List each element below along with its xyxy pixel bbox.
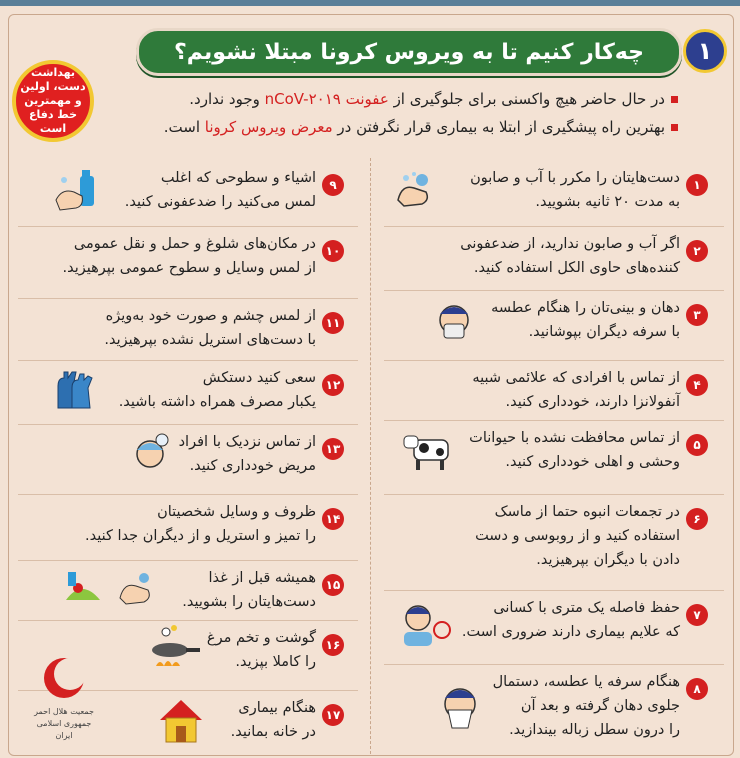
tip-line: اگر آب و صابون ندارید، از ضدعفونی	[460, 236, 680, 252]
tip-item-4	[430, 366, 680, 414]
sick-person-icon	[130, 432, 172, 480]
hand-wash-icon	[392, 170, 436, 214]
tip-line: را تمیز و استریل و از دیگران جدا کنید.	[85, 528, 316, 544]
tip-item-14	[16, 500, 316, 548]
tip-line: دست‌هایتان را بشویید.	[182, 594, 316, 610]
tip-line: اشیاء و سطوحی که اغلب	[160, 170, 316, 186]
tip-line: آنفولانزا دارند، خودداری کنید.	[505, 394, 680, 410]
row-separator	[384, 226, 724, 227]
tissue-face-icon	[436, 684, 484, 738]
tip-line: کننده‌های حاوی الکل استفاده کنید.	[473, 260, 680, 276]
row-separator	[384, 664, 724, 665]
bullet-square-icon	[671, 124, 678, 131]
red-crescent-logo	[34, 652, 94, 748]
row-separator	[18, 226, 358, 227]
tip-line: استفاده کنید و از روبوسی و دست	[475, 528, 680, 544]
tip-line: سعی کنید دستکش	[202, 370, 316, 386]
intro-highlight: عفونت nCoV-۲۰۱۹	[264, 90, 389, 108]
tip-line: از تماس محافظت نشده با حیوانات	[469, 430, 680, 446]
tip-line: لمس می‌کنید را ضدعفونی کنید.	[124, 194, 316, 210]
hand-hygiene-badge	[12, 60, 94, 142]
tip-item-7	[430, 596, 680, 644]
tip-line: یکبار مصرف همراه داشته باشید.	[118, 394, 316, 410]
tip-line: دست‌هایتان را مکرر با آب و صابون	[470, 170, 680, 186]
top-bar	[0, 0, 740, 6]
tip-line: دهان و بینی‌تان را هنگام عطسه	[491, 300, 680, 316]
item-number-badge: ۱۴	[322, 508, 344, 530]
tip-line: همیشه قبل از غذا	[208, 570, 316, 586]
tip-line: به مدت ۲۰ ثانیه بشویید.	[535, 194, 680, 210]
item-number-badge: ۱۶	[322, 634, 344, 656]
item-number-badge: ۳	[686, 304, 708, 326]
item-number-badge: ۹	[322, 174, 344, 196]
row-separator	[384, 360, 724, 361]
intro-text: است.	[163, 118, 205, 136]
row-separator	[18, 360, 358, 361]
tip-item-5	[430, 426, 680, 474]
tip-item-1	[430, 166, 680, 214]
section-number: ۱	[683, 29, 727, 73]
item-number-badge: ۶	[686, 508, 708, 530]
intro-line-2	[118, 118, 678, 136]
item-number-badge: ۷	[686, 604, 708, 626]
tip-line: حفظ فاصله یک متری با کسانی	[493, 600, 680, 616]
item-number-badge: ۱۰	[322, 240, 344, 262]
row-separator	[18, 560, 358, 561]
tip-line: وحشی و اهلی خودداری کنید.	[505, 454, 680, 470]
item-number-badge: ۱۲	[322, 374, 344, 396]
item-number-badge: ۲	[686, 240, 708, 262]
tip-line: گوشت و تخم مرغ	[206, 630, 316, 646]
tip-line: در خانه بمانید.	[230, 724, 316, 740]
item-number-badge: ۱۳	[322, 438, 344, 460]
intro-text: در حال حاضر هیچ واکسنی برای جلوگیری از	[388, 90, 665, 108]
distance-person-icon	[398, 600, 452, 652]
row-separator	[384, 290, 724, 291]
tip-item-2	[430, 232, 680, 280]
tip-line: در مکان‌های شلوغ و حمل و نقل عمومی	[73, 236, 316, 252]
intro-line-1	[118, 90, 678, 108]
tip-line: در تجمعات انبوه حتما از ماسک	[494, 504, 680, 520]
tip-line: را درون سطل زباله بیندازید.	[509, 722, 680, 738]
tip-line: با سرفه دیگران بپوشانید.	[528, 324, 680, 340]
intro-highlight: معرض ویروس کرونا	[204, 118, 333, 136]
row-separator	[384, 590, 724, 591]
tip-line: دادن با دیگران بپرهیزید.	[536, 552, 680, 568]
tip-item-10	[16, 232, 316, 280]
cow-icon	[400, 428, 456, 476]
item-number-badge: ۱۵	[322, 574, 344, 596]
badge-text: بهداشت دست، اولین و مهمترین خط دفاع است	[20, 66, 86, 135]
item-number-badge: ۱	[686, 174, 708, 196]
tip-line: از لمس وسایل و سطوح عمومی بپرهیزید.	[62, 260, 316, 276]
intro-text: بهترین راه پیشگیری از ابتلا به بیماری قرار نگرفتن در	[332, 118, 665, 136]
tip-item-15	[16, 566, 316, 614]
item-number-badge: ۴	[686, 374, 708, 396]
cooking-pan-icon	[138, 622, 202, 686]
tip-line: با دست‌های استریل نشده بپرهیزید.	[104, 332, 316, 348]
row-separator	[384, 420, 724, 421]
row-separator	[18, 298, 358, 299]
tip-item-11	[16, 304, 316, 352]
item-number-badge: ۵	[686, 434, 708, 456]
item-number-badge: ۸	[686, 678, 708, 700]
row-separator	[384, 494, 724, 495]
tip-line: که علایم بیماری دارند ضروری است.	[461, 624, 680, 640]
house-icon	[156, 696, 206, 748]
item-number-badge: ۱۷	[322, 704, 344, 726]
intro-text: وجود ندارد.	[189, 90, 265, 108]
row-separator	[18, 620, 358, 621]
logo-text-1: جمعیت هلال احمر	[34, 707, 94, 716]
food-handwash-icon	[62, 568, 162, 616]
page-title: چه‌کار کنیم تا به ویروس کرونا مبتلا نشویم؟	[136, 28, 682, 76]
row-separator	[18, 494, 358, 495]
tip-line: از لمس چشم و صورت خود به‌ویژه	[105, 308, 316, 324]
spray-clean-icon	[52, 170, 102, 218]
row-separator	[18, 424, 358, 425]
tip-line: هنگام سرفه یا عطسه، دستمال	[492, 674, 680, 690]
tip-line: جلوی دهان گرفته و بعد آن	[520, 698, 680, 714]
tip-line: هنگام بیماری	[238, 700, 316, 716]
tip-line: را کاملا بپزید.	[235, 654, 316, 670]
gloves-icon	[52, 368, 96, 416]
logo-text-2: جمهوری اسلامی ایران	[36, 719, 92, 740]
tip-line: ظروف و وسایل شخصیتان	[157, 504, 316, 520]
tip-line: از تماس نزدیک با افراد	[178, 434, 316, 450]
item-number-badge: ۱۱	[322, 312, 344, 334]
tip-line: مریض خودداری کنید.	[189, 458, 316, 474]
column-divider	[370, 158, 371, 754]
red-crescent-icon	[34, 652, 94, 702]
tip-line: از تماس با افرادی که علائمی شبیه	[472, 370, 680, 386]
sneeze-face-icon	[432, 300, 476, 348]
bullet-square-icon	[671, 96, 678, 103]
tip-item-6	[430, 500, 680, 572]
